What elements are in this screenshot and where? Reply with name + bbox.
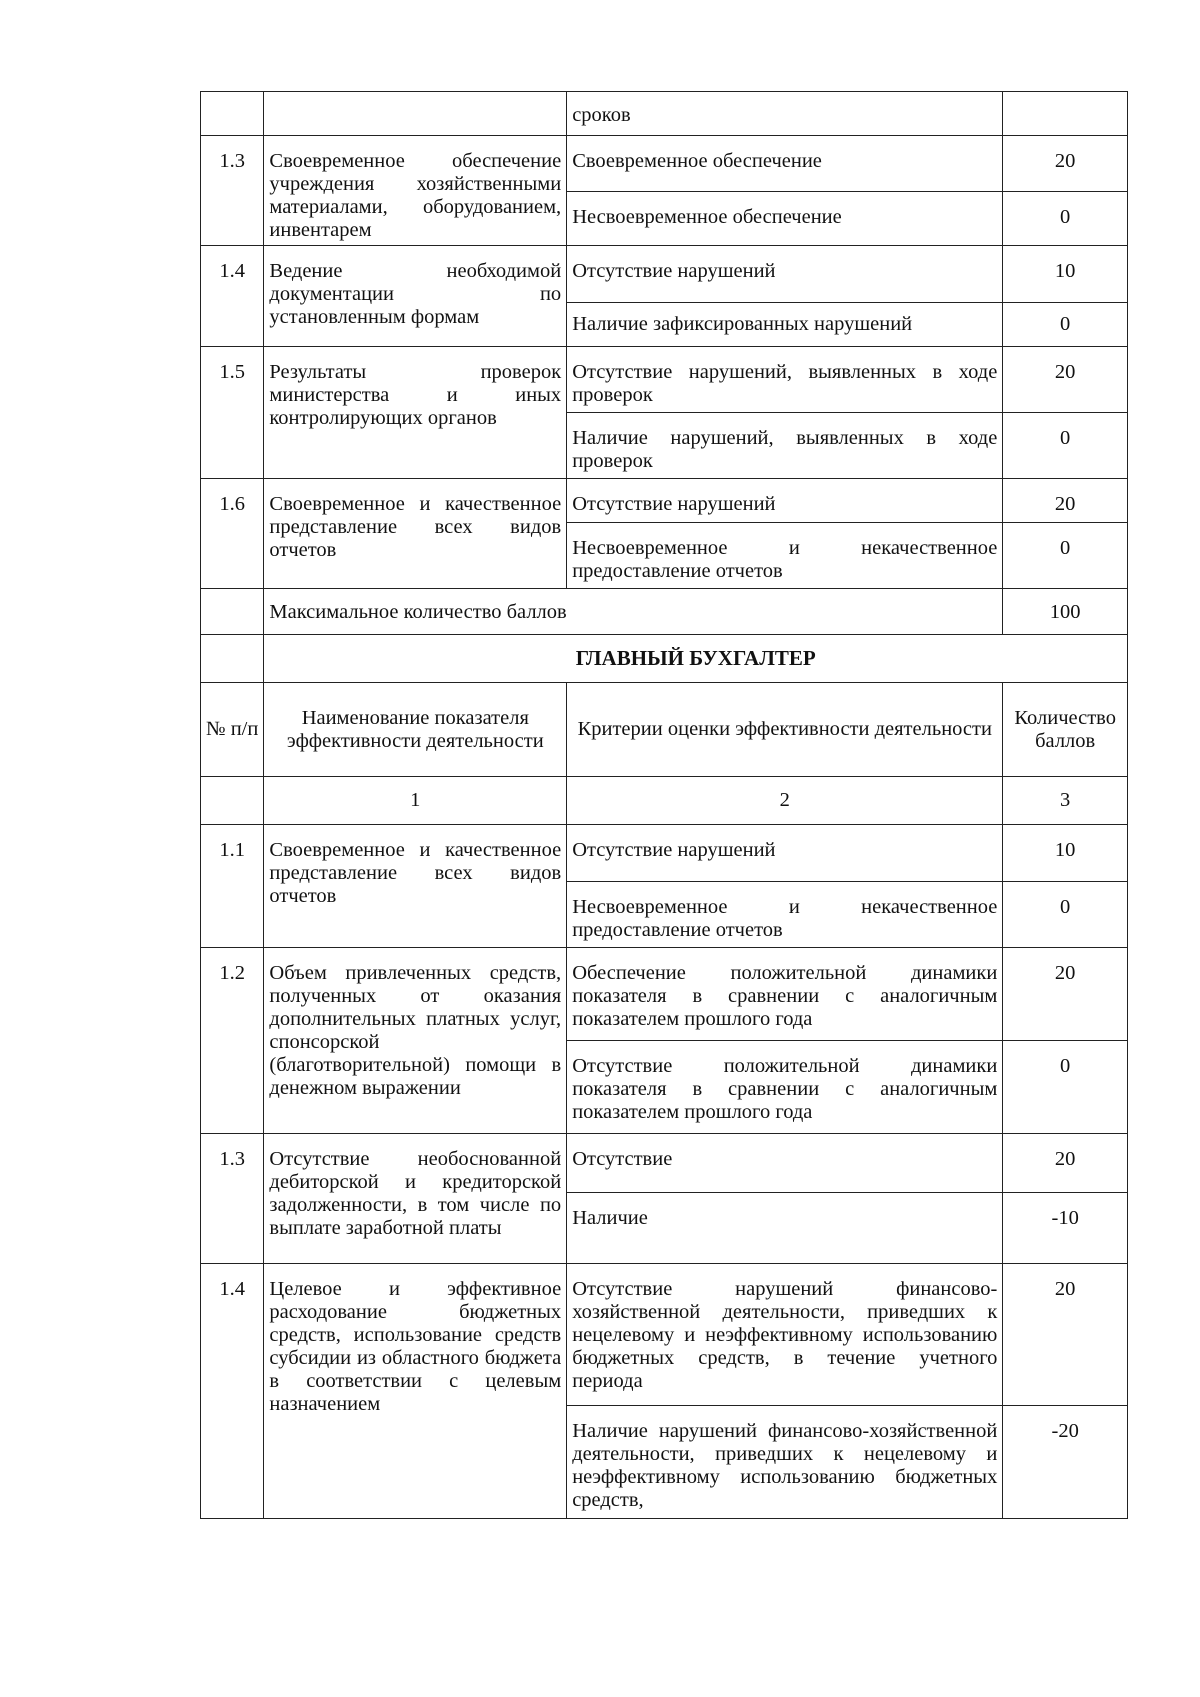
score-value: 0	[1003, 191, 1128, 246]
criterion-text: Своевременное обеспечение	[567, 136, 1003, 192]
criteria-table	[200, 91, 1128, 1519]
criterion-text: Обеспечение положительной динамики показателя в сравнении с аналогичным показателем прошлого года	[567, 948, 1003, 1041]
num-cell	[201, 92, 264, 136]
table-row	[201, 1134, 1128, 1193]
criterion-text: Отсутствие нарушений	[567, 479, 1003, 523]
criterion-text: Отсутствие нарушений финансово-хозяйственной деятельности, приведших к нецелевому и неэффективному использованию бюджетных средств, в течение учетного периода	[567, 1264, 1003, 1406]
name-cell	[264, 92, 567, 136]
row-number: 1.3	[201, 136, 264, 246]
score-value: 0	[1003, 1041, 1128, 1134]
score-value: -20	[1003, 1406, 1128, 1519]
score-value: 10	[1003, 246, 1128, 303]
row-number: 1.1	[201, 825, 264, 948]
table-row	[201, 825, 1128, 882]
max-score-label: Максимальное количество баллов	[264, 589, 1003, 635]
table-row	[201, 347, 1128, 413]
score-value: 20	[1003, 136, 1128, 192]
score-value: 20	[1003, 1264, 1128, 1406]
indicator-name: Своевременное и качественное представление всех видов отчетов	[264, 825, 567, 948]
score-value: 20	[1003, 1134, 1128, 1193]
indicator-name: Ведение необходимой документации по установленным формам	[264, 246, 567, 347]
table-row	[201, 479, 1128, 523]
score-value: 0	[1003, 413, 1128, 479]
score-value: 0	[1003, 303, 1128, 347]
criterion-text: Наличие	[567, 1193, 1003, 1264]
table-row	[201, 589, 1128, 635]
table-row	[201, 777, 1128, 825]
criterion-cell: сроков	[567, 92, 1003, 136]
indicator-name: Результаты проверок министерства и иных контролирующих органов	[264, 347, 567, 479]
section-title: ГЛАВНЫЙ БУХГАЛТЕР	[264, 635, 1128, 683]
row-number: 1.4	[201, 246, 264, 347]
table-row	[201, 948, 1128, 1041]
criterion-text: Наличие зафиксированных нарушений	[567, 303, 1003, 347]
score-cell	[1003, 92, 1128, 136]
indicator-name: Целевое и эффективное расходование бюджетных средств, использование средств субсидии из областного бюджета в соответствии с целевым назначением	[264, 1264, 567, 1519]
criterion-text: Отсутствие нарушений	[567, 825, 1003, 882]
score-value: 10	[1003, 825, 1128, 882]
row-number: 1.5	[201, 347, 264, 479]
max-score-value: 100	[1003, 589, 1128, 635]
header-name: Наименование показателя эффективности деятельности	[264, 683, 567, 777]
row-number: 1.2	[201, 948, 264, 1134]
indicator-name: Объем привлеченных средств, полученных от оказания дополнительных платных услуг, спонсорской (благотворительной) помощи в денежном выражении	[264, 948, 567, 1134]
table-row	[201, 92, 1128, 136]
criterion-text: Несвоевременное и некачественное предоставление отчетов	[567, 523, 1003, 589]
criterion-text: Отсутствие нарушений, выявленных в ходе проверок	[567, 347, 1003, 413]
row-number: 1.6	[201, 479, 264, 589]
criterion-text: Наличие нарушений, выявленных в ходе проверок	[567, 413, 1003, 479]
num-cell	[201, 635, 264, 683]
table-row	[201, 1264, 1128, 1406]
score-value: 0	[1003, 882, 1128, 948]
header-num: № п/п	[201, 683, 264, 777]
score-value: -10	[1003, 1193, 1128, 1264]
criterion-text: Наличие нарушений финансово-хозяйственной деятельности, приведших к нецелевому и неэффективному использованию бюджетных средств,	[567, 1406, 1003, 1519]
criterion-text: Отсутствие нарушений	[567, 246, 1003, 303]
indicator-name: Своевременное и качественное представление всех видов отчетов	[264, 479, 567, 589]
score-value: 20	[1003, 479, 1128, 523]
num-cell	[201, 589, 264, 635]
indicator-name: Отсутствие необоснованной дебиторской и кредиторской задолженности, в том числе по выплате заработной платы	[264, 1134, 567, 1264]
score-value: 20	[1003, 948, 1128, 1041]
criterion-text: Отсутствие	[567, 1134, 1003, 1193]
table-row	[201, 136, 1128, 192]
score-value: 0	[1003, 523, 1128, 589]
num-cell	[201, 777, 264, 825]
criterion-text: Несвоевременное обеспечение	[567, 191, 1003, 246]
criterion-text: Отсутствие положительной динамики показателя в сравнении с аналогичным показателем прошлого года	[567, 1041, 1003, 1134]
table-row	[201, 246, 1128, 303]
indicator-name: Своевременное обеспечение учреждения хозяйственными материалами, оборудованием, инвентарем	[264, 136, 567, 246]
row-number: 1.4	[201, 1264, 264, 1519]
column-index: 3	[1003, 777, 1128, 825]
score-value: 20	[1003, 347, 1128, 413]
table-row	[201, 635, 1128, 683]
header-score: Количество баллов	[1003, 683, 1128, 777]
column-index: 2	[567, 777, 1003, 825]
header-criteria: Критерии оценки эффективности деятельности	[567, 683, 1003, 777]
column-index: 1	[264, 777, 567, 825]
row-number: 1.3	[201, 1134, 264, 1264]
table-header-row	[201, 683, 1128, 777]
criterion-text: Несвоевременное и некачественное предоставление отчетов	[567, 882, 1003, 948]
